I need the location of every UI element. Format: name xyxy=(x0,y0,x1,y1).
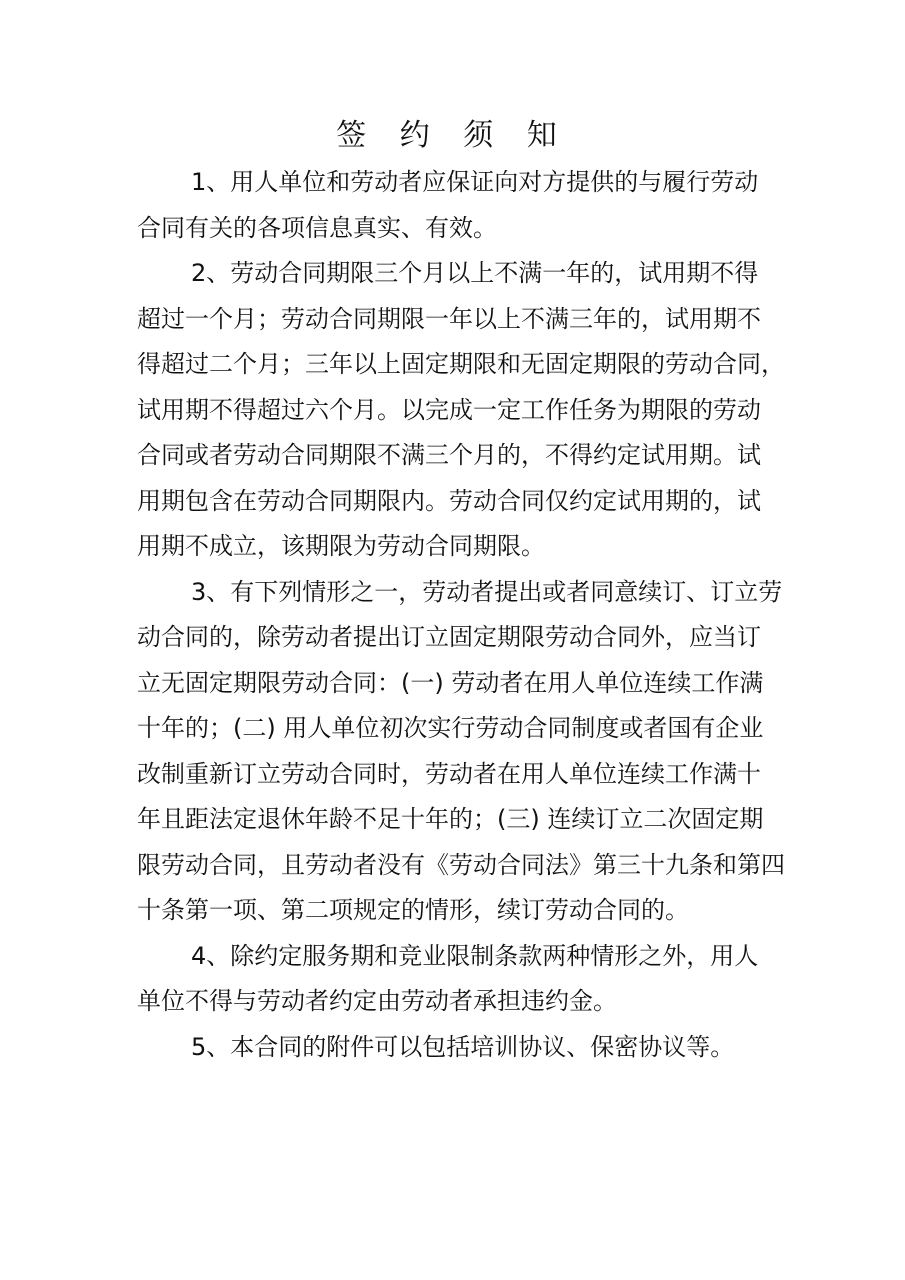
paragraph-line: 立无固定期限劳动合同：(一) 劳动者在用人单位连续工作满 xyxy=(137,668,764,697)
paragraph-line: 合同或者劳动合同期限不满三个月的，不得约定试用期。试 xyxy=(137,441,761,469)
paragraph-line: 得超过二个月；三年以上固定期限和无固定期限的劳动合同， xyxy=(137,350,785,378)
paragraph-line: 十条第一项、第二项规定的情形，续订劳动合同的。 xyxy=(137,896,689,924)
paragraph-line: 改制重新订立劳动合同时，劳动者在用人单位连续工作满十 xyxy=(137,759,761,788)
paragraph-line: 2、劳动合同期限三个月以上不满一年的，试用期不得 xyxy=(191,259,759,287)
paragraph-line: 用期包含在劳动合同期限内。劳动合同仅约定试用期的，试 xyxy=(137,486,761,515)
paragraph-line: 动合同的，除劳动者提出订立固定期限劳动合同外，应当订 xyxy=(137,623,761,651)
paragraph-1 xyxy=(137,160,777,251)
paragraph-line: 4、除约定服务期和竞业限制条款两种情形之外，用人 xyxy=(191,941,759,970)
paragraph-line: 限劳动合同，且劳动者没有《劳动合同法》第三十九条和第四 xyxy=(137,850,785,879)
paragraph-line: 合同有关的各项信息真实、有效。 xyxy=(137,213,497,242)
paragraph-2 xyxy=(137,251,785,570)
paragraph-line: 1、用人单位和劳动者应保证向对方提供的与履行劳动 xyxy=(191,168,759,196)
paragraph-line: 试用期不得超过六个月。以完成一定工作任务为期限的劳动 xyxy=(137,395,761,424)
paragraph-line: 年且距法定退休年龄不足十年的；(三) 连续订立二次固定期 xyxy=(137,805,764,833)
paragraph-line: 用期不成立，该期限为劳动合同期限。 xyxy=(137,532,545,560)
paragraph-line: 十年的；(二) 用人单位初次实行劳动合同制度或者国有企业 xyxy=(137,714,764,742)
paragraph-5 xyxy=(137,1025,777,1071)
paragraph-3 xyxy=(137,570,785,934)
document-title: 签 约 须 知 xyxy=(336,118,569,153)
paragraph-line: 5、本合同的附件可以包括培训协议、保密协议等。 xyxy=(191,1032,735,1061)
paragraph-line: 单位不得与劳动者约定由劳动者承担违约金。 xyxy=(137,987,617,1015)
document-body xyxy=(137,160,785,1070)
paragraph-line: 超过一个月；劳动合同期限一年以上不满三年的，试用期不 xyxy=(137,304,761,333)
paragraph-4 xyxy=(137,934,777,1025)
paragraph-line: 3、有下列情形之一，劳动者提出或者同意续订、订立劳 xyxy=(191,577,783,606)
